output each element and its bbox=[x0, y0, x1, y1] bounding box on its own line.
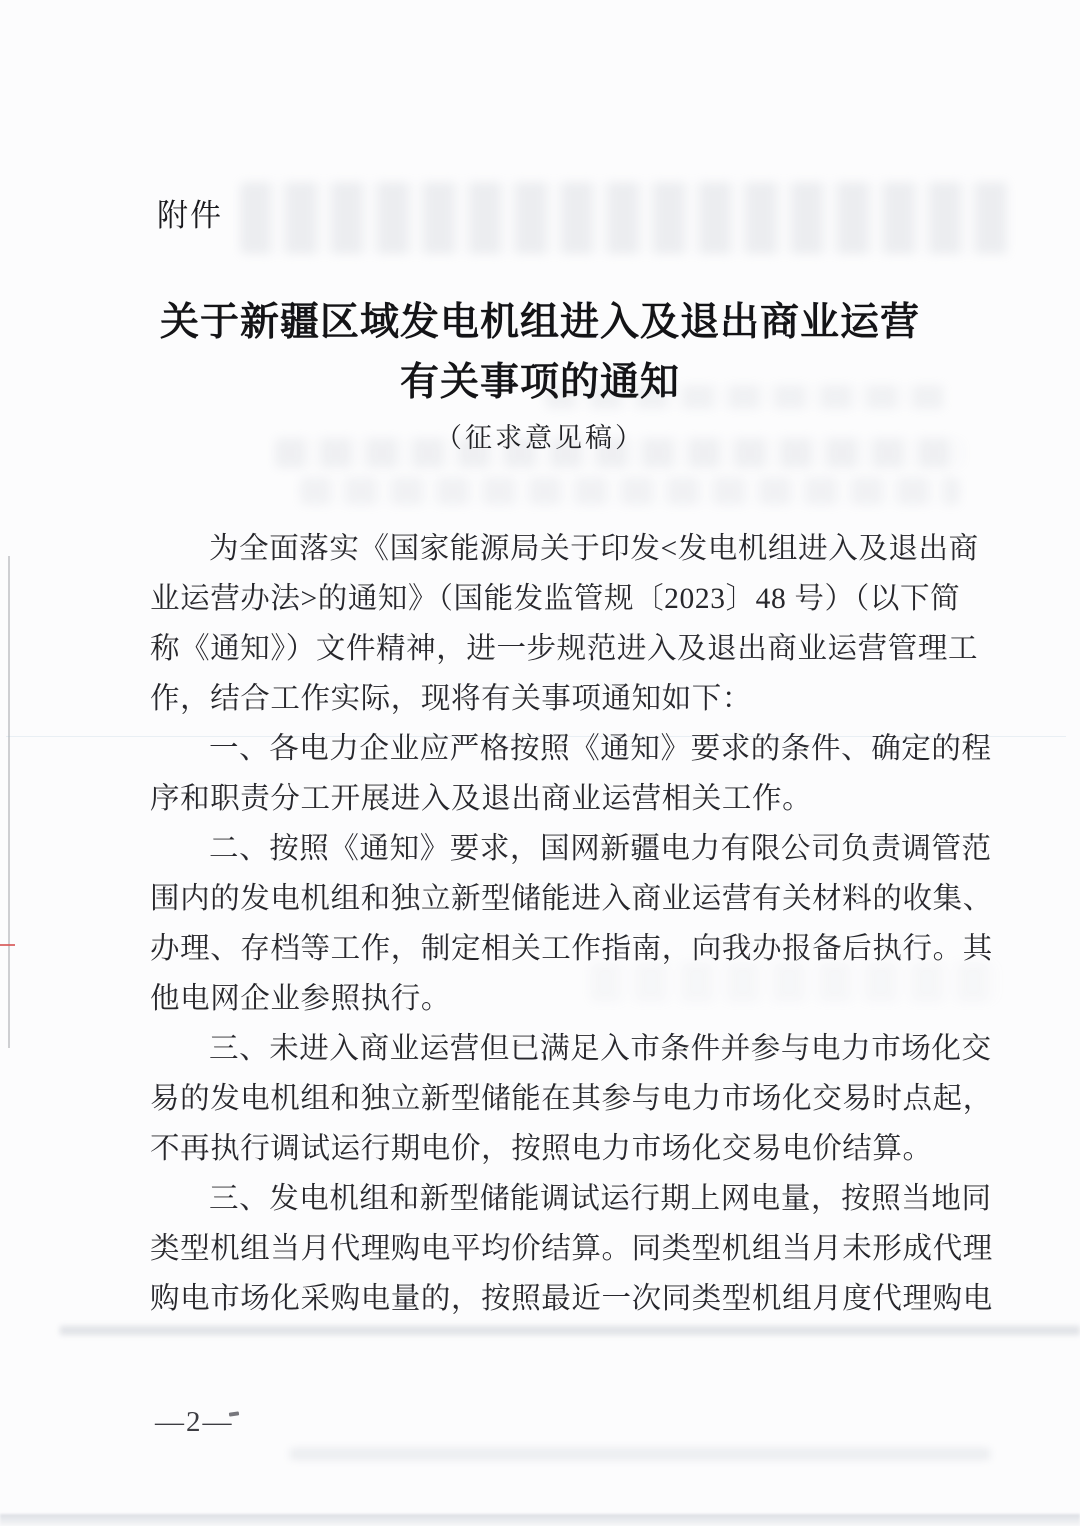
body-line: 作，结合工作实际，现将有关事项通知如下： bbox=[150, 683, 753, 715]
body-line: 不再执行调试运行期电价，按照电力市场化交易电价结算。 bbox=[150, 1133, 933, 1165]
attachment-label: 附件 bbox=[157, 198, 223, 233]
body-line: 类型机组当月代理购电平均价结算。同类型机组当月未形成代理 bbox=[150, 1233, 993, 1265]
document-title-line2: 有关事项的通知 bbox=[399, 361, 680, 404]
paragraph-first-line: 为全面落实《国家能源局关于印发<发电机组进入及退出商 bbox=[209, 533, 979, 565]
body-line: 序和职责分工开展进入及退出商业运营相关工作。 bbox=[150, 783, 813, 815]
document-title-line1: 关于新疆区域发电机组进入及退出商业运营 bbox=[159, 301, 920, 344]
red-margin-tick bbox=[0, 944, 15, 946]
paragraph-first-line: 三、未进入商业运营但已满足入市条件并参与电力市场化交 bbox=[209, 1033, 992, 1065]
bleed-through-ghost bbox=[240, 182, 1010, 254]
paragraph-first-line: 三、发电机组和新型储能调试运行期上网电量，按照当地同 bbox=[209, 1183, 992, 1215]
paragraph-first-line: 二、按照《通知》要求，国网新疆电力有限公司负责调管范 bbox=[209, 833, 992, 865]
bleed-through-ghost bbox=[300, 477, 960, 505]
page-number: —2— bbox=[155, 1406, 234, 1438]
scan-edge-line bbox=[8, 556, 10, 1048]
scan-streak bbox=[290, 1448, 990, 1460]
scan-edge-shadow bbox=[0, 1514, 1080, 1526]
scan-streak bbox=[60, 1326, 1080, 1335]
body-line: 办理、存档等工作，制定相关工作指南，向我办报备后执行。其 bbox=[150, 933, 993, 965]
body-line: 他电网企业参照执行。 bbox=[150, 983, 452, 1015]
body-line: 称《通知》）文件精神，进一步规范进入及退出商业运营管理工 bbox=[150, 633, 979, 665]
document-body bbox=[150, 524, 993, 1324]
body-line: 购电市场化采购电量的，按照最近一次同类型机组月度代理购电 bbox=[150, 1283, 993, 1315]
paragraph-first-line: 一、各电力企业应严格按照《通知》要求的条件、确定的程 bbox=[209, 733, 992, 765]
document-subtitle: （征求意见稿） bbox=[435, 423, 645, 453]
body-line: 围内的发电机组和独立新型储能进入商业运营有关材料的收集、 bbox=[150, 883, 993, 915]
body-line: 业运营办法>的通知》（国能发监管规〔2023〕48 号）（以下简 bbox=[150, 583, 961, 615]
body-line: 易的发电机组和独立新型储能在其参与电力市场化交易时点起， bbox=[150, 1083, 993, 1115]
